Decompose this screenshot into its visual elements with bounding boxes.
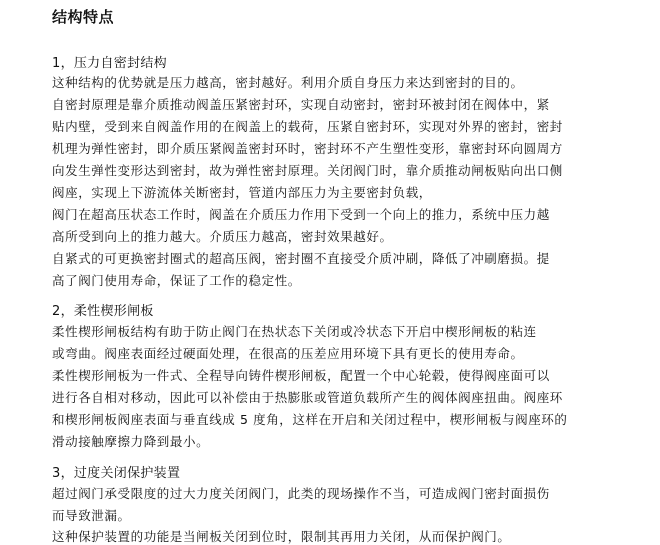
paragraph-line: 这种结构的优势就是压力越高，密封越好。利用介质自身压力来达到密封的目的。	[52, 75, 524, 90]
paragraph-line: 机理为弹性密封，即介质压紧阀盖密封环时，密封环不产生塑性变形，靠密封环向圆周方	[52, 141, 563, 156]
paragraph-line: 贴内壁，受到来自阀盖作用的在阀盖上的载荷，压紧自密封环，实现对外界的密封，密封	[52, 119, 563, 134]
paragraph-line: 柔性楔形闸板结构有助于防止阀门在热状态下关闭或冷状态下开启中楔形闸板的粘连	[52, 324, 537, 339]
paragraph-line: 高了阀门使用寿命，保证了工作的稳定性。	[52, 273, 301, 288]
paragraph-line: 柔性楔形闸板为一件式、全程导向铸件楔形闸板，配置一个中心轮毂，使得阀座面可以	[52, 368, 550, 383]
paragraph-line: 阀门在超高压状态工作时，阀盖在介质压力作用下受到一个向上的推力，系统中压力越	[52, 207, 550, 222]
paragraph-line: 而导致泄漏。	[52, 508, 131, 523]
section-heading: 3，过度关闭保护装置	[52, 466, 181, 481]
paragraph-line: 超过阀门承受限度的过大力度关闭阀门，此类的现场操作不当，可造成阀门密封面损伤	[52, 486, 550, 501]
paragraph-line: 自密封原理是靠介质推动阀盖压紧密封环，实现自动密封，密封环被封闭在阀体中，紧	[52, 97, 550, 112]
paragraph-line: 阀座，实现上下游流体关断密封，管道内部压力为主要密封负载，	[52, 185, 432, 200]
paragraph-line: 进行各自相对移动，因此可以补偿由于热膨胀或管道负载所产生的阀体阀座扭曲。阀座环	[52, 390, 563, 405]
paragraph-line: 向发生弹性变形达到密封，故为弹性密封原理。关闭阀门时，靠介质推动闸板贴向出口侧	[52, 163, 563, 178]
document-title: 结构特点	[52, 8, 115, 26]
paragraph-line: 自紧式的可更换密封圈式的超高压阀，密封圈不直接受介质冲刷，降低了冲刷磨损。提	[52, 251, 550, 266]
paragraph-line: 这种保护装置的功能是当闸板关闭到位时，限制其再用力关闭，从而保护阀门。	[52, 529, 511, 544]
paragraph-line: 高所受到向上的推力越大。介质压力越高，密封效果越好。	[52, 229, 393, 244]
paragraph-line: 或弯曲。阀座表面经过硬面处理，在很高的压差应用环境下具有更长的使用寿命。	[52, 346, 524, 361]
section-heading: 1，压力自密封结构	[52, 56, 167, 71]
paragraph-line: 滑动接触摩擦力降到最小。	[52, 434, 210, 449]
paragraph-line: 和楔形闸板阀座表面与垂直线成 5 度角，这样在开启和关闭过程中，楔形闸板与阀座环的	[52, 412, 568, 427]
section-heading: 2，柔性楔形闸板	[52, 304, 154, 319]
